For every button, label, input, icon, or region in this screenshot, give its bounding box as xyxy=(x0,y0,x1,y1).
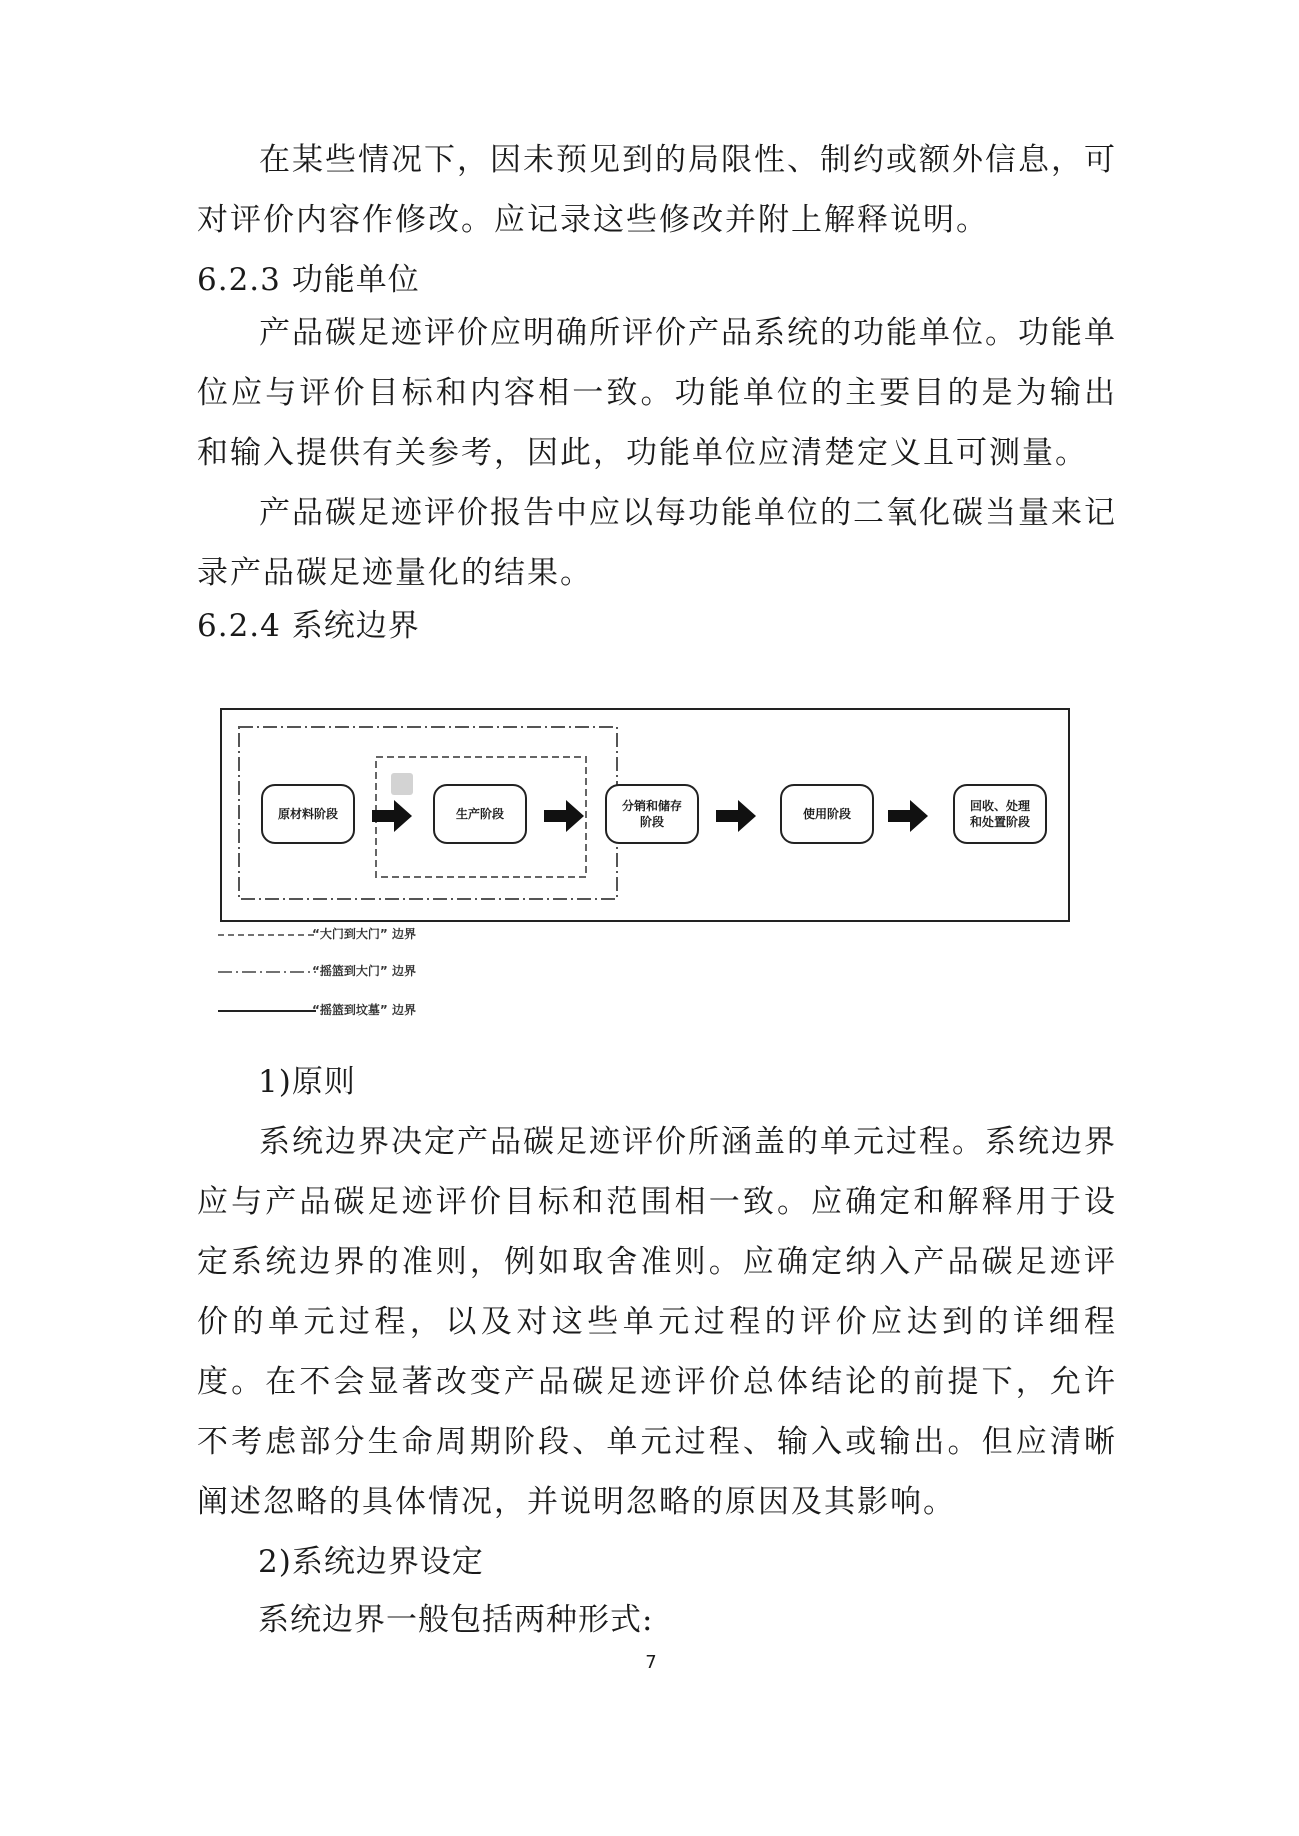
legend-gate-to-gate: “大门到大门” 边界 xyxy=(312,927,416,941)
arrow-right-icon xyxy=(544,800,584,832)
legend-cradle-to-grave: “摇篮到坟墓” 边界 xyxy=(312,1003,416,1017)
subheading-principle: 1)原则 xyxy=(258,1064,356,1100)
heading-6-2-4: 6.2.4 系统边界 xyxy=(197,608,420,644)
gray-marker xyxy=(391,773,413,795)
paragraph-functional-unit: 产品碳足迹评价应明确所评价产品系统的功能单位。功能单位应与评价目标和内容相一致。功能单位的主要目的是为输出和输入提供有关参考，因此，功能单位应清楚定义且可测量。 xyxy=(197,315,1117,471)
stage-raw-materials: 原材料阶段 xyxy=(261,784,355,844)
subheading-boundary-setting: 2)系统边界设定 xyxy=(258,1544,484,1580)
arrow-right-icon xyxy=(716,800,756,832)
legend-cradle-to-gate: “摇篮到大门” 边界 xyxy=(312,964,416,978)
legend-line-dashed xyxy=(218,932,318,938)
arrow-right-icon xyxy=(372,800,412,832)
heading-6-2-3: 6.2.3 功能单位 xyxy=(197,262,420,298)
stage-use: 使用阶段 xyxy=(780,784,874,844)
stage-distribution-storage: 分销和储存 阶段 xyxy=(605,784,699,844)
page-number: 7 xyxy=(645,1652,657,1673)
paragraph-principle: 系统边界决定产品碳足迹评价所涵盖的单元过程。系统边界应与产品碳足迹评价目标和范围相一致。应确定和解释用于设定系统边界的准则，例如取舍准则。应确定纳入产品碳足迹评价的单元过程，以及对这些单元过程的评价应达到的详细程度。在不会显著改变产品碳足迹评价总体结论的前提下，允许不考虑部分生命周期阶段、单元过程、输入或输出。但应清晰阐述忽略的具体情况，并说明忽略的原因及其影响。 xyxy=(197,1124,1117,1520)
legend-line-dash-dot xyxy=(218,969,318,975)
system-boundary-diagram xyxy=(220,708,1070,922)
arrow-right-icon xyxy=(888,800,928,832)
paragraph-co2-equivalent: 产品碳足迹评价报告中应以每功能单位的二氧化碳当量来记录产品碳足迹量化的结果。 xyxy=(197,495,1117,591)
legend-line-solid xyxy=(218,1008,318,1014)
paragraph-boundary-forms: 系统边界一般包括两种形式: xyxy=(258,1602,654,1638)
stage-production: 生产阶段 xyxy=(433,784,527,844)
paragraph-modification: 在某些情况下，因未预见到的局限性、制约或额外信息，可对评价内容作修改。应记录这些修改并附上解释说明。 xyxy=(197,142,1117,238)
stage-recycling-disposal: 回收、处理 和处置阶段 xyxy=(953,784,1047,844)
